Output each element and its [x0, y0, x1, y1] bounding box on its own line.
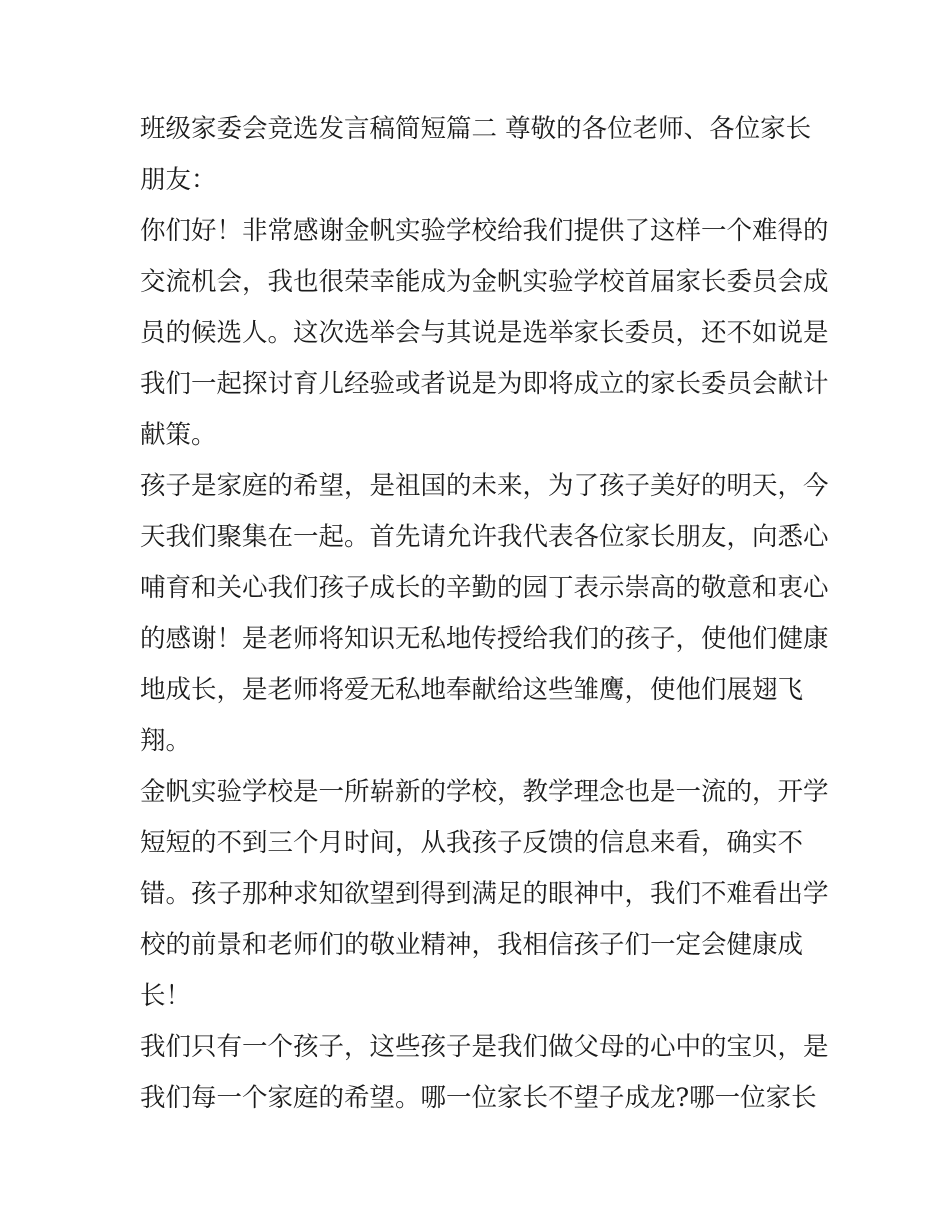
text-line: 你们好！非常感谢金帆实验学校给我们提供了这样一个难得的 [140, 216, 829, 246]
text-line: 金帆实验学校是一所崭新的学校，教学理念也是一流的，开学 [140, 777, 829, 807]
text-line: 献策。 [140, 420, 217, 450]
text-line: 天我们聚集在一起。首先请允许我代表各位家长朋友，向悉心 [140, 522, 829, 552]
text-line: 孩子是家庭的希望，是祖国的未来，为了孩子美好的明天，今 [140, 471, 829, 501]
text-line: 我们只有一个孩子，这些孩子是我们做父母的心中的宝贝，是 [140, 1032, 829, 1062]
text-line: 短短的不到三个月时间，从我孩子反馈的信息来看，确实不 [140, 828, 804, 858]
text-line: 我们一起探讨育儿经验或者说是为即将成立的家长委员会献计 [140, 369, 829, 399]
text-line: 哺育和关心我们孩子成长的辛勤的园丁表示崇高的敬意和衷心 [140, 573, 829, 603]
text-line: 校的前景和老师们的敬业精神，我相信孩子们一定会健康成 [140, 930, 804, 960]
text-line: 的感谢！是老师将知识无私地传授给我们的孩子，使他们健康 [140, 624, 829, 654]
text-line: 错。孩子那种求知欲望到得到满足的眼神中，我们不难看出学 [140, 879, 829, 909]
text-line: 我们每一个家庭的希望。哪一位家长不望子成龙?哪一位家长 [140, 1083, 817, 1113]
text-line: 班级家委会竞选发言稿简短篇二 尊敬的各位老师、各位家长 [140, 114, 812, 144]
text-line: 长！ [140, 981, 192, 1011]
text-line: 地成长，是老师将爱无私地奉献给这些雏鹰，使他们展翅飞 [140, 675, 804, 705]
text-line: 员的候选人。这次选举会与其说是选举家长委员，还不如说是 [140, 318, 829, 348]
text-line: 朋友： [140, 165, 217, 195]
text-line: 交流机会，我也很荣幸能成为金帆实验学校首届家长委员会成 [140, 267, 829, 297]
text-line: 翔。 [140, 726, 192, 756]
document-body [140, 104, 829, 1124]
